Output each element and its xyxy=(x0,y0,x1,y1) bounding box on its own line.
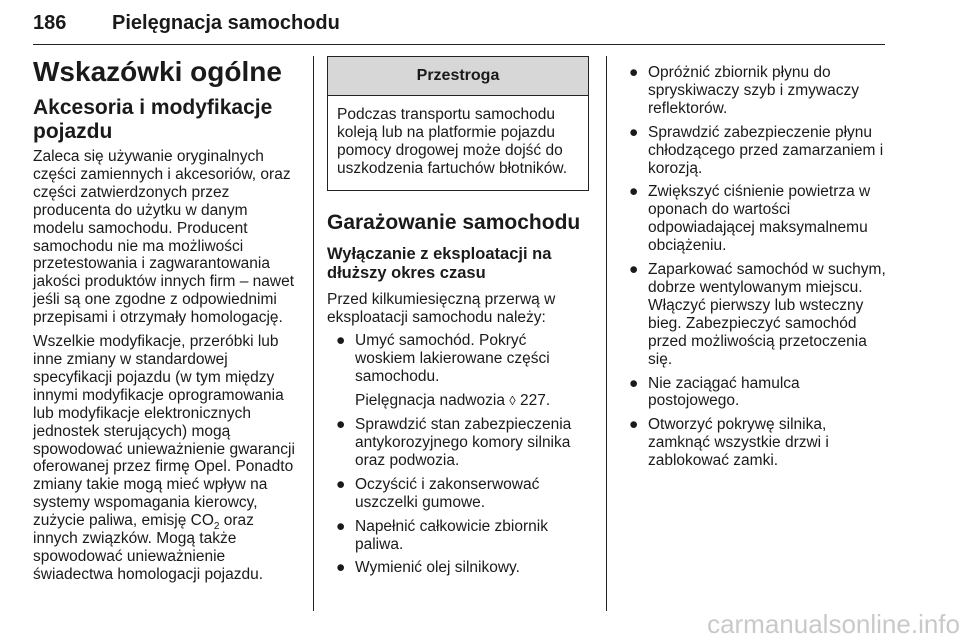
bullet-icon: ● xyxy=(336,559,346,577)
bullet-icon: ● xyxy=(629,64,639,81)
list-item: ● Oczyścić i zakonserwować uszczelki gumowe. xyxy=(336,475,540,511)
bullet-icon: ● xyxy=(629,374,639,392)
column-divider xyxy=(313,56,314,611)
section-heading: Garażowanie samochodu xyxy=(327,210,581,234)
list-item: ● Zwiększyć ciśnienie powietrza w oponach do wartości odpowiadającej maksymalnemu obciążeniu. xyxy=(629,183,871,255)
column-divider xyxy=(606,56,607,611)
bullet-icon: ● xyxy=(629,416,639,434)
list-item: ● Nie zaciągać hamulca postojowego. xyxy=(629,374,800,410)
intro-text: Przed kilkumiesięczną przerwą w eksploatacji samochodu należy: xyxy=(327,290,556,326)
storage-checklist xyxy=(327,332,589,577)
list-item: ● Wymienić olej silnikowy. xyxy=(336,559,520,577)
list-item: ● Sprawdzić zabezpieczenie płynu chłodzącego przed zamarzaniem i korozją. xyxy=(629,123,884,177)
list-item: ● Sprawdzić stan zabezpieczenia antykorozyjnego komory silnika oraz podwozia. xyxy=(336,416,572,469)
subsection-heading: Wyłączanie z eksploatacji na dłuższy okres czasu xyxy=(327,244,552,282)
list-item: ● Opróżnić zbiornik płynu do spryskiwaczy szyb i zmywaczy reflektorów. xyxy=(629,64,859,117)
cross-reference[interactable]: Pielęgnacja nadwozia ◊ 227. xyxy=(355,392,551,410)
bullet-icon: ● xyxy=(336,517,346,535)
column-1 xyxy=(33,56,301,584)
bullet-icon: ● xyxy=(629,183,639,201)
page-reference-icon: ◊ xyxy=(509,393,516,409)
caution-title: Przestroga xyxy=(328,57,588,96)
page-title: Pielęgnacja samochodu xyxy=(112,12,340,34)
bullet-icon: ● xyxy=(336,416,346,434)
list-item: ● Otworzyć pokrywę silnika, zamknąć wszystkie drzwi i zablokować zamki. xyxy=(629,416,829,470)
bullet-icon: ● xyxy=(629,261,639,279)
caution-box xyxy=(327,56,589,191)
bullet-icon: ● xyxy=(336,475,346,493)
subscript: 2 xyxy=(213,521,220,533)
bullet-icon: ● xyxy=(629,123,639,141)
watermark: carmanualsonline.info xyxy=(707,609,960,639)
caution-text: Podczas transportu samochodu koleją lub na platformie pojazdu pomocy drogowej może dojść do uszkodzenia fartuchów błotników. xyxy=(337,106,568,177)
paragraph: Wszelkie modyfikacje, przeróbki lub inne zmiany w standardowej specyfikacji pojazdu (w tym między innymi modyfikacje oprogramowania lub modyfikacje elektronicznych jednostek sterujących) mogą spowodować unieważnienie gwarancji oferowanej przez firmę Opel. Ponadto zmiany takie mogą mieć wpływ na systemy wspomagania kierowcy, zużycie paliwa, emisję $CO_2$ oraz innych związków. Mogą także spowodować unieważnienie świadectwa homologacji pojazdu. xyxy=(33,333,295,583)
page-header xyxy=(33,10,885,45)
list-item: ● Umyć samochód. Pokryć woskiem lakierowane części samochodu. Pielęgnacja nadwozia ◊ 227. xyxy=(327,332,589,410)
bullet-icon: ● xyxy=(336,332,346,350)
paragraph: Zaleca się używanie oryginalnych części zamiennych i akcesoriów, oraz części zatwierdzonych przez producenta do użytku w danym modelu samochodu. Producent samochodu nie ma możliwości przetestowania i zagwarantowania jakości produktów innych firm – nawet jeśli są one zgodne z odpowiednimi przepisami i otrzymały homologację. xyxy=(33,148,295,327)
section-heading: Wskazówki ogólne xyxy=(33,56,282,87)
storage-checklist-continued xyxy=(620,64,886,470)
list-item: ● Napełnić całkowicie zbiornik paliwa. xyxy=(336,517,548,553)
list-item: ● Zaparkować samochód w suchym, dobrze wentylowanym miejscu. Włączyć pierwszy lub wsteczny bieg. Zabezpieczyć samochód przed możliwością przetoczenia się. xyxy=(629,261,886,368)
subsection-heading: Akcesoria i modyfikacje pojazdu xyxy=(33,96,273,143)
page-number: 186 xyxy=(33,12,67,34)
column-2 xyxy=(327,56,589,577)
column-3 xyxy=(620,64,886,470)
